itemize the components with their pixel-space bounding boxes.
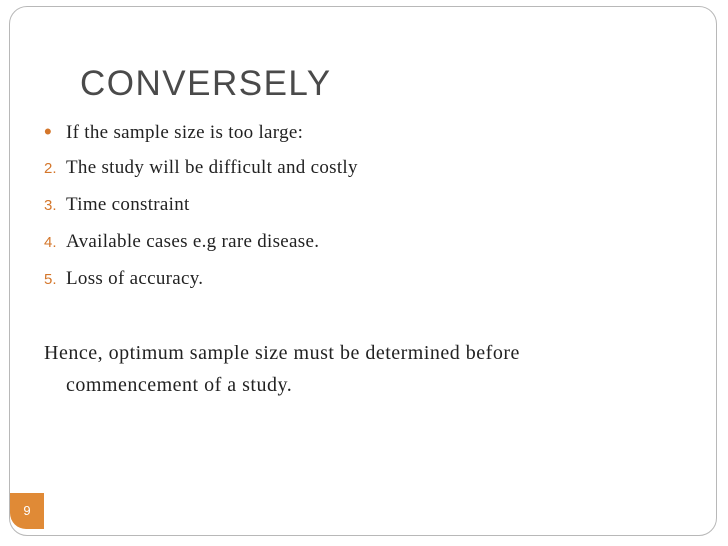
list-item-text: If the sample size is too large:: [66, 122, 304, 143]
list-item-text: Available cases e.g rare disease.: [66, 231, 320, 252]
conclusion-paragraph: [44, 337, 644, 401]
number-marker: 3.: [44, 197, 57, 214]
list-item: [44, 260, 358, 297]
list-item: [44, 186, 358, 223]
list-item-text: Loss of accuracy.: [66, 268, 204, 289]
page-number-badge: 9: [10, 493, 44, 529]
slide-title: CONVERSELY: [80, 64, 332, 103]
bullet-list: [44, 112, 358, 297]
list-item: [44, 112, 358, 149]
number-marker: 2.: [44, 160, 57, 177]
list-item: [44, 149, 358, 186]
list-item-text: The study will be difficult and costly: [66, 157, 358, 178]
conclusion-line-2: commencement of a study.: [66, 374, 293, 396]
conclusion-line-1: Hence, optimum sample size must be determined before: [44, 342, 520, 364]
number-marker: 5.: [44, 271, 57, 288]
list-item: [44, 223, 358, 260]
number-marker: 4.: [44, 234, 57, 251]
list-item-text: Time constraint: [66, 194, 190, 215]
bullet-marker: •: [44, 119, 52, 144]
